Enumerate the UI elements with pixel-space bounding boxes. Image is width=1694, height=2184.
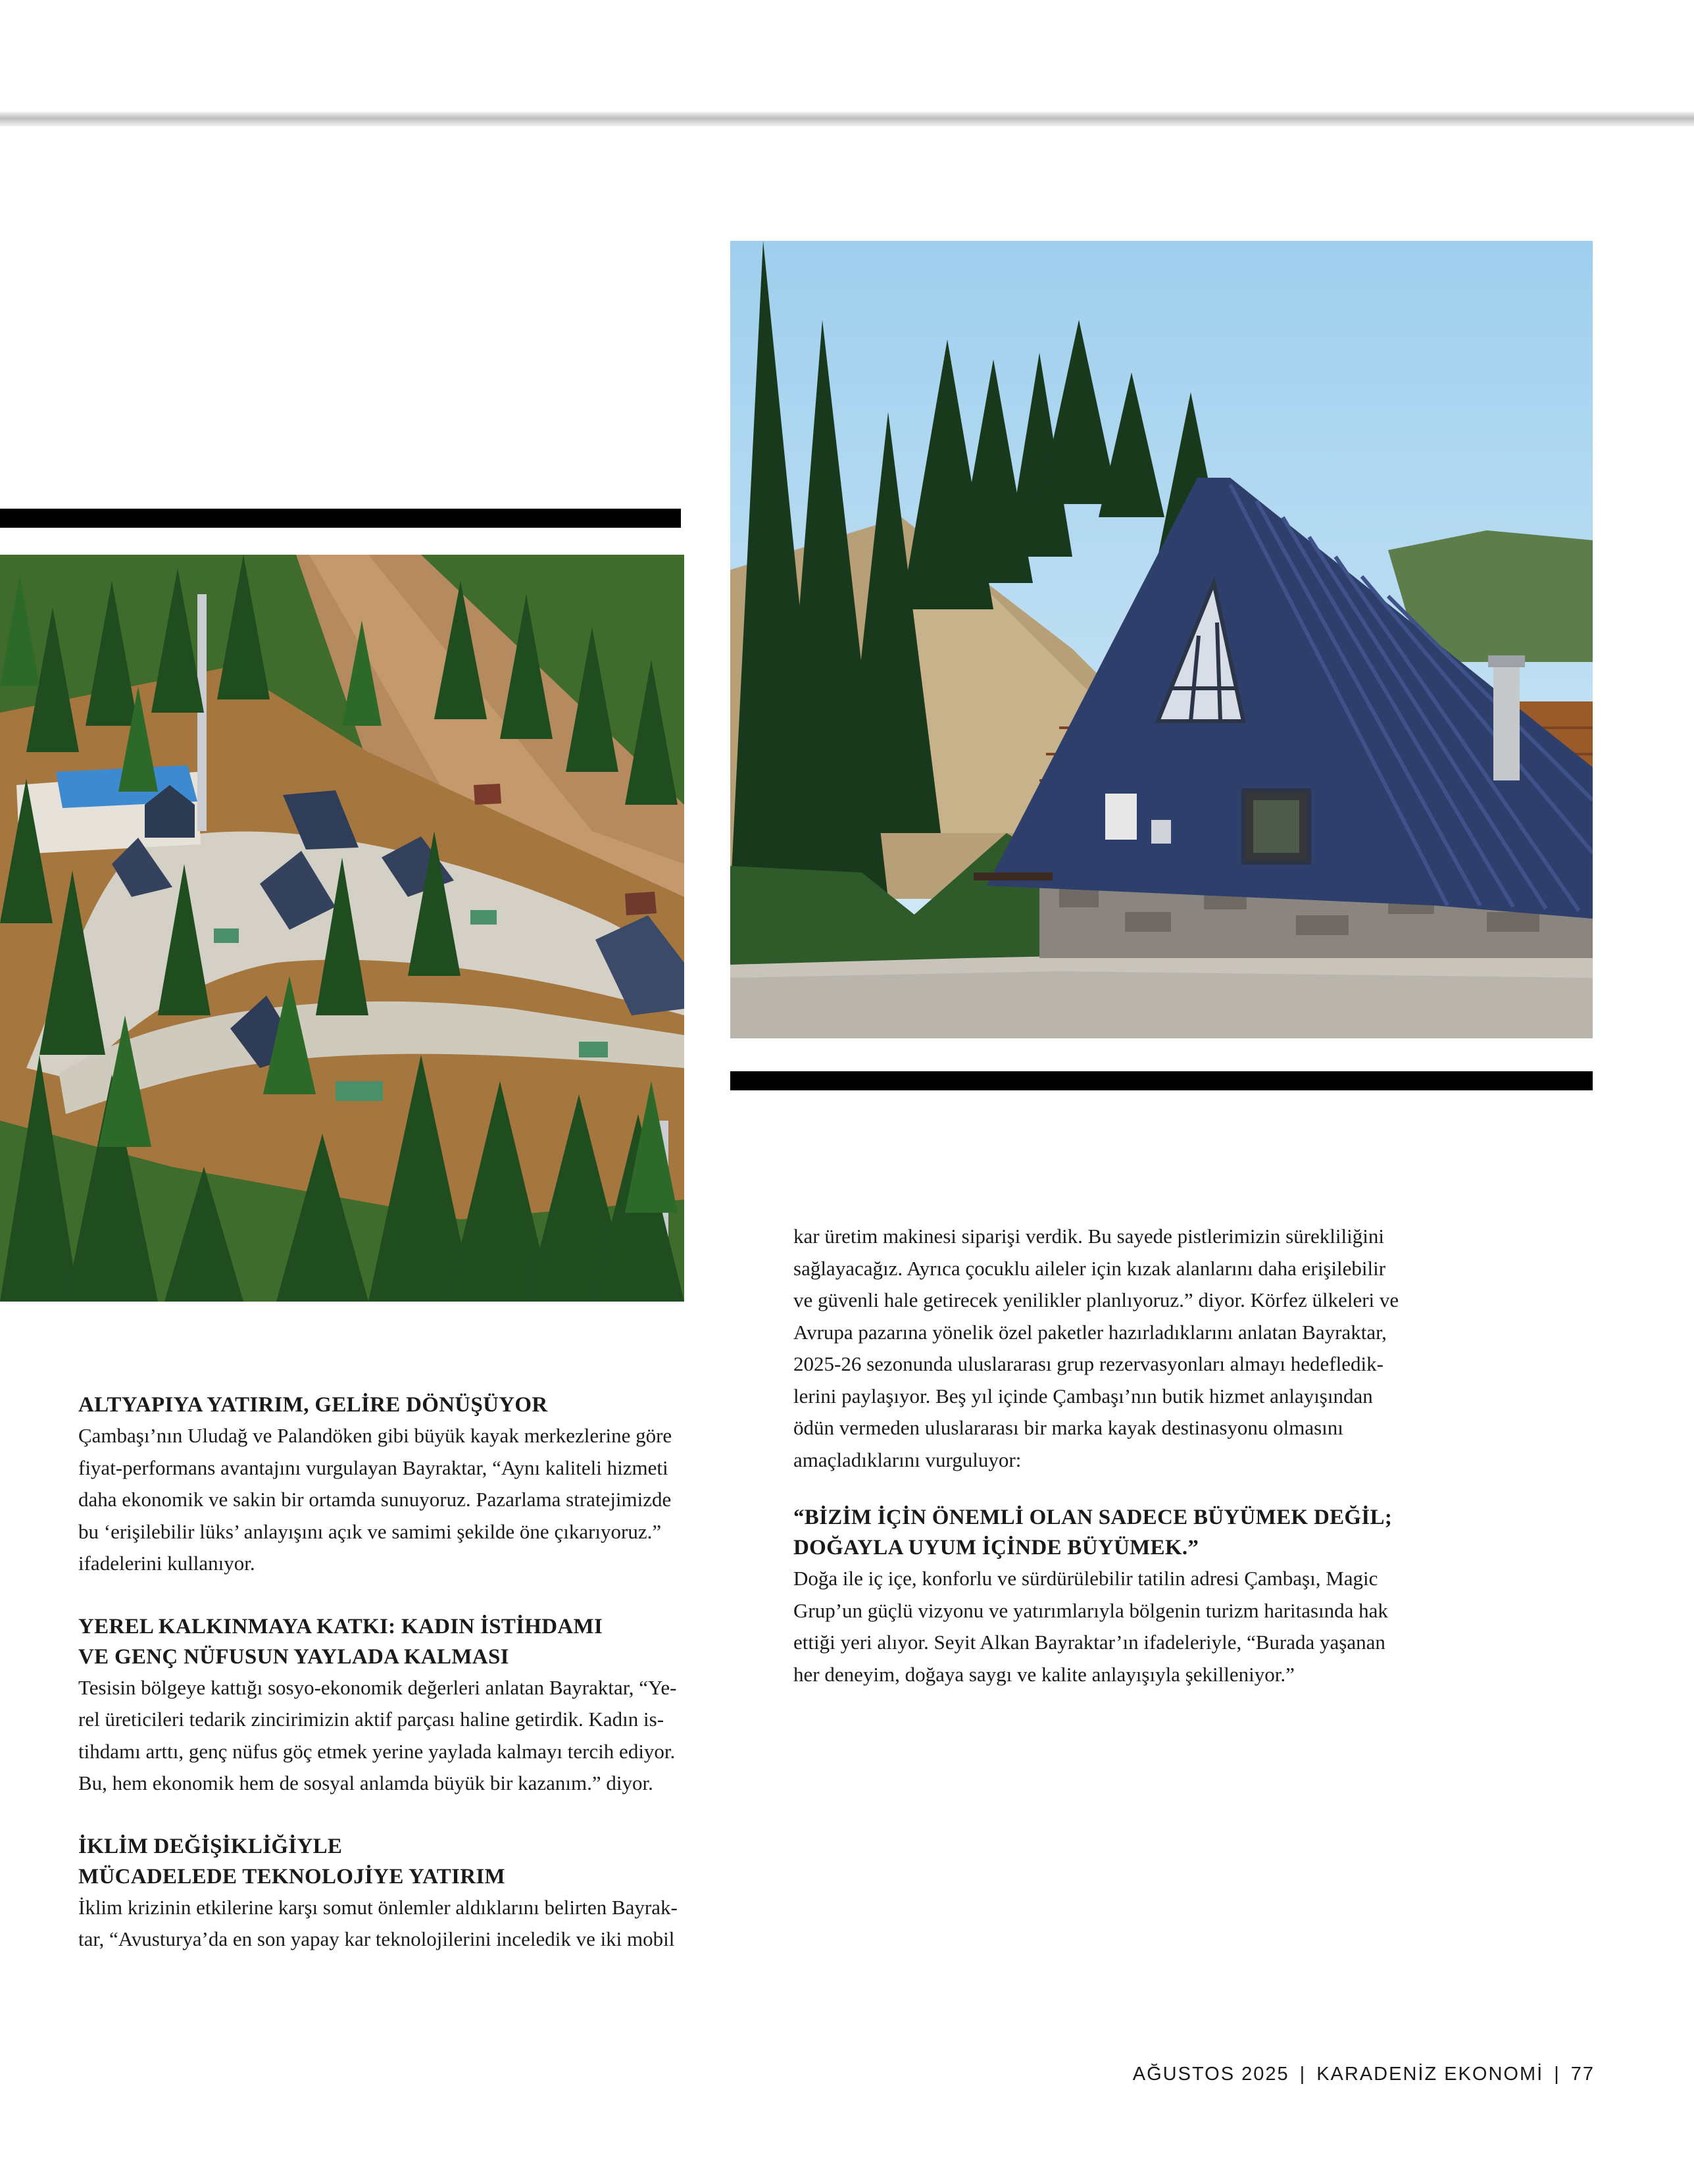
page-number: 77: [1570, 2064, 1595, 2085]
section-heading-infrastructure: ALTYAPIYA YATIRIM, GELİRE DÖNÜŞÜYOR: [78, 1393, 548, 1417]
aerial-resort-photo: [0, 555, 684, 1302]
paragraph-closing: Doğa ile iç içe, konforlu ve sürdürülebilir tatilin adresi Çambaşı, Magic Grup’un güçlü vizyonu ve yatırımlarıyla bölgenin turizm haritasında hak ettiği yeri alıyor. Seyit Alkan Bayraktar’ın ifadeleriyle, “Burada yaşanan her deneyim, doğaya saygı ve kalite anlayışıyla şekilleniyor.”: [793, 1567, 1388, 1686]
page-footer: [1133, 2064, 1595, 2085]
paragraph-continued: kar üretim makinesi siparişi verdik. Bu sayede pistlerimizin sürekliliğini sağlayacağız. Ayrıca çocuklu aileler için kızak alanlarını daha erişilebilir ve güvenli hale getirecek yenilikler planlıyoruz.” diyor. Körfez ülkeleri ve Avrupa pazarına yönelik özel paketler hazırladıklarını anlatan Bayraktar, 2025-26 sezonunda uluslararası grup rezervasyonları almayı hedefledik- lerini paylaşıyor. Beş yıl içinde Çambaşı’nın butik hizmet anlayışından ödün vermeden uluslararası bir marka kayak destinasyonu olmasını amaçladıklarını vurguluyor:: [793, 1225, 1399, 1471]
paragraph-infrastructure: Çambaşı’nın Uludağ ve Palandöken gibi büyük kayak merkezlerine göre fiyat-performans avantajını vurgulayan Bayraktar, “Aynı kaliteli hizmeti daha ekonomik ve sakin bir ortamda sunuyoruz. Pazarlama stratejimizde bu ‘erişilebilir lüks’ anlayışını açık ve samimi şekilde öne çıkarıyoruz.” ifadelerini kullanıyor.: [78, 1424, 672, 1575]
a-frame-chalet-photo: [730, 241, 1593, 1038]
left-accent-bar: [0, 509, 681, 528]
top-rule: [0, 112, 1694, 126]
paragraph-local-development: Tesisin bölgeye kattığı sosyo-ekonomik değerleri anlatan Bayraktar, “Ye- rel üreticileri tedarik zincirimizin aktif parçası haline getirdik. Kadın is- tihdamı arttı, genç nüfus göç etmek yerine yaylada kalmayı tercih ediyor. Bu, hem ekonomik hem de sosyal anlamda büyük bir kazanım.” diyor.: [78, 1675, 677, 1794]
footer-separator: |: [1299, 2064, 1307, 2085]
section-heading-climate: İKLİM DEĞİŞİKLİĞİYLE MÜCADELEDE TEKNOLOJİYE YATIRIM: [78, 1834, 505, 1889]
right-text-column: [793, 1221, 1478, 1690]
section-heading-local-development: YEREL KALKINMAYA KATKI: KADIN İSTİHDAMI VE GENÇ NÜFUSUN YAYLADA KALMASI: [78, 1614, 603, 1669]
section-heading-quote: “BİZİM İÇİN ÖNEMLİ OLAN SADECE BÜYÜMEK DEĞİL; DOĞAYLA UYUM İÇİNDE BÜYÜMEK.”: [793, 1506, 1393, 1560]
footer-separator: |: [1554, 2064, 1560, 2085]
footer-magazine: KARADENİZ EKONOMİ: [1316, 2064, 1544, 2085]
right-accent-bar: [730, 1071, 1593, 1090]
left-text-column: [78, 1390, 761, 1956]
footer-issue: AĞUSTOS 2025: [1132, 2064, 1289, 2085]
paragraph-climate: İklim krizinin etkilerine karşı somut önlemler aldıklarını belirten Bayrak- tar, “Avusturya’da en son yapay kar teknolojilerini inceledik ve iki mobil: [78, 1895, 678, 1950]
